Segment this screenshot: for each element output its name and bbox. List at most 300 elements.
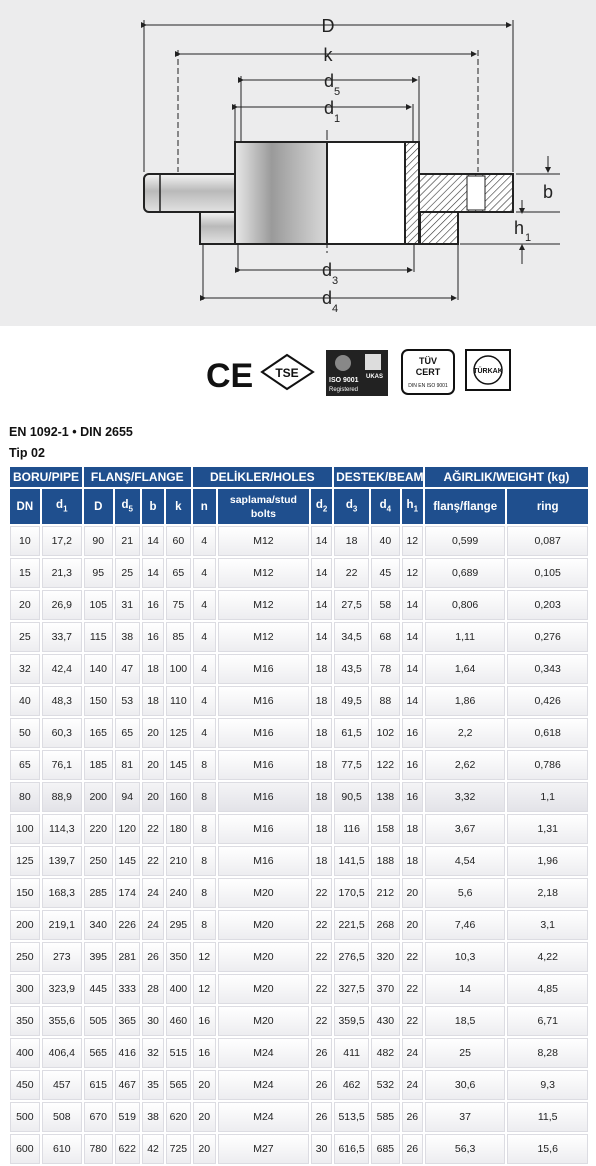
table-cell: 140: [84, 654, 113, 684]
table-cell: 35: [142, 1070, 164, 1100]
col-k: k: [166, 489, 190, 524]
table-cell: M20: [218, 942, 309, 972]
table-cell: 1,64: [425, 654, 506, 684]
table-cell: 400: [166, 974, 190, 1004]
table-cell: 15,6: [507, 1134, 588, 1164]
table-cell: 212: [371, 878, 400, 908]
table-cell: M12: [218, 622, 309, 652]
table-cell: 24: [402, 1038, 423, 1068]
table-cell: 16: [402, 750, 423, 780]
table-cell: 160: [166, 782, 190, 812]
table-cell: 411: [334, 1038, 369, 1068]
table-cell: 508: [42, 1102, 82, 1132]
table-cell: 24: [142, 910, 164, 940]
table-cell: 300: [10, 974, 40, 1004]
table-cell: 416: [115, 1038, 140, 1068]
table-row: [10, 590, 588, 620]
table-cell: M16: [218, 750, 309, 780]
dim-d4-sub: 4: [332, 303, 339, 315]
table-cell: 20: [193, 1134, 216, 1164]
table-cell: 88: [371, 686, 400, 716]
table-cell: 240: [166, 878, 190, 908]
table-cell: M20: [218, 910, 309, 940]
table-cell: 21: [115, 526, 140, 556]
table-cell: 370: [371, 974, 400, 1004]
table-cell: 20: [193, 1102, 216, 1132]
dim-k-label: k: [323, 45, 333, 65]
table-cell: 26: [311, 1102, 332, 1132]
table-cell: 22: [311, 910, 332, 940]
table-row: [10, 1134, 588, 1164]
table-cell: 68: [371, 622, 400, 652]
table-cell: 350: [166, 942, 190, 972]
table-cell: 76,1: [42, 750, 82, 780]
col-d1: $d_1$: [42, 489, 82, 524]
table-cell: 12: [402, 558, 423, 588]
table-cell: 16: [193, 1038, 216, 1068]
column-header-row: [10, 489, 588, 524]
table-cell: 220: [84, 814, 113, 844]
table-cell: 616,5: [334, 1134, 369, 1164]
table-cell: M24: [218, 1070, 309, 1100]
table-cell: 30,6: [425, 1070, 506, 1100]
group-header-row: [10, 467, 588, 487]
table-cell: 725: [166, 1134, 190, 1164]
table-cell: 519: [115, 1102, 140, 1132]
table-cell: 12: [402, 526, 423, 556]
table-cell: 457: [42, 1070, 82, 1100]
table-cell: 65: [115, 718, 140, 748]
table-cell: 26: [402, 1134, 423, 1164]
tuv-mid: CERT: [415, 367, 441, 377]
ukas-text: UKAS: [366, 374, 384, 380]
table-cell: 323,9: [42, 974, 82, 1004]
table-cell: 780: [84, 1134, 113, 1164]
table-cell: 685: [371, 1134, 400, 1164]
table-cell: 115: [84, 622, 113, 652]
table-row: [10, 558, 588, 588]
table-cell: 3,67: [425, 814, 506, 844]
table-cell: 20: [142, 750, 164, 780]
iso-line2: Registered: [329, 387, 359, 393]
table-cell: 26: [311, 1070, 332, 1100]
table-row: [10, 878, 588, 908]
table-cell: 90,5: [334, 782, 369, 812]
table-cell: 273: [42, 942, 82, 972]
table-cell: 467: [115, 1070, 140, 1100]
table-cell: 75: [166, 590, 190, 620]
dim-d1-label: d: [324, 98, 335, 118]
table-cell: 125: [10, 846, 40, 876]
table-cell: 90: [84, 526, 113, 556]
ce-mark: CE: [206, 357, 254, 395]
table-cell: M20: [218, 878, 309, 908]
dim-h1-label: h: [514, 218, 525, 238]
table-cell: 18: [142, 654, 164, 684]
table-cell: 125: [166, 718, 190, 748]
table-cell: 268: [371, 910, 400, 940]
table-cell: 32: [142, 1038, 164, 1068]
table-cell: 585: [371, 1102, 400, 1132]
table-cell: 12: [193, 974, 216, 1004]
table-cell: M24: [218, 1038, 309, 1068]
table-cell: 100: [10, 814, 40, 844]
table-cell: 22: [402, 942, 423, 972]
table-cell: 327,5: [334, 974, 369, 1004]
table-cell: M16: [218, 686, 309, 716]
table-cell: 53: [115, 686, 140, 716]
table-cell: M16: [218, 814, 309, 844]
table-cell: 22: [142, 814, 164, 844]
table-cell: 77,5: [334, 750, 369, 780]
table-cell: 14: [402, 590, 423, 620]
table-cell: M20: [218, 974, 309, 1004]
table-cell: 1,31: [507, 814, 588, 844]
table-cell: 22: [311, 942, 332, 972]
table-cell: 4,85: [507, 974, 588, 1004]
table-cell: 158: [371, 814, 400, 844]
table-row: [10, 814, 588, 844]
dim-h1-sub: 1: [525, 232, 532, 244]
table-cell: 24: [142, 878, 164, 908]
table-cell: 31: [115, 590, 140, 620]
table-cell: 38: [142, 1102, 164, 1132]
table-cell: 8: [193, 846, 216, 876]
table-cell: 400: [10, 1038, 40, 1068]
table-cell: 180: [166, 814, 190, 844]
table-cell: 8: [193, 878, 216, 908]
table-cell: 365: [115, 1006, 140, 1036]
dim-d5-label: d: [324, 71, 335, 91]
table-cell: 43,5: [334, 654, 369, 684]
table-cell: 120: [115, 814, 140, 844]
table-cell: 11,5: [507, 1102, 588, 1132]
table-body: [10, 526, 588, 1164]
table-cell: 565: [166, 1070, 190, 1100]
table-cell: 16: [142, 590, 164, 620]
table-cell: 8: [193, 910, 216, 940]
table-cell: 16: [402, 718, 423, 748]
table-cell: 14: [142, 558, 164, 588]
col-h1: $h_1$: [402, 489, 423, 524]
table-cell: 122: [371, 750, 400, 780]
table-cell: 14: [142, 526, 164, 556]
table-cell: 4,54: [425, 846, 506, 876]
table-cell: 30: [311, 1134, 332, 1164]
certification-logos-svg: [198, 346, 519, 408]
table-cell: 0,689: [425, 558, 506, 588]
table-cell: 12: [193, 942, 216, 972]
flange-dimensions-table: [8, 465, 590, 1166]
table-cell: 65: [10, 750, 40, 780]
table-cell: 20: [142, 782, 164, 812]
table-cell: 0,426: [507, 686, 588, 716]
table-cell: 505: [84, 1006, 113, 1036]
table-cell: 105: [84, 590, 113, 620]
table-cell: 4: [193, 718, 216, 748]
table-cell: 22: [142, 846, 164, 876]
table-cell: 515: [166, 1038, 190, 1068]
dim-d3-sub: 3: [332, 275, 339, 287]
table-cell: 14: [311, 558, 332, 588]
table-cell: 33,7: [42, 622, 82, 652]
table-cell: 78: [371, 654, 400, 684]
iso-logo-circle: [335, 355, 351, 371]
table-cell: 20: [193, 1070, 216, 1100]
table-cell: 1,96: [507, 846, 588, 876]
table-cell: 620: [166, 1102, 190, 1132]
table-cell: 622: [115, 1134, 140, 1164]
table-cell: M16: [218, 654, 309, 684]
table-row: [10, 686, 588, 716]
table-cell: 47: [115, 654, 140, 684]
table-cell: 4: [193, 526, 216, 556]
table-cell: 600: [10, 1134, 40, 1164]
table-cell: 0,618: [507, 718, 588, 748]
table-cell: 0,203: [507, 590, 588, 620]
table-cell: 250: [10, 942, 40, 972]
table-cell: 333: [115, 974, 140, 1004]
table-cell: 27,5: [334, 590, 369, 620]
table-cell: 4: [193, 654, 216, 684]
table-cell: 94: [115, 782, 140, 812]
table-cell: 9,3: [507, 1070, 588, 1100]
table-cell: 21,3: [42, 558, 82, 588]
table-cell: 49,5: [334, 686, 369, 716]
table-cell: 60,3: [42, 718, 82, 748]
iso-line1: ISO 9001: [329, 377, 359, 384]
col-dn: DN: [10, 489, 40, 524]
table-cell: 430: [371, 1006, 400, 1036]
table-cell: 14: [402, 654, 423, 684]
table-cell: 25: [425, 1038, 506, 1068]
table-cell: 14: [311, 590, 332, 620]
table-cell: 38: [115, 622, 140, 652]
table-row: [10, 718, 588, 748]
table-cell: 185: [84, 750, 113, 780]
table-cell: 4,22: [507, 942, 588, 972]
table-cell: 221,5: [334, 910, 369, 940]
table-cell: 56,3: [425, 1134, 506, 1164]
table-cell: 165: [84, 718, 113, 748]
standard-heading: EN 1092-1 • DIN 2655: [9, 425, 133, 439]
table-cell: 102: [371, 718, 400, 748]
table-cell: 150: [84, 686, 113, 716]
table-cell: 16: [193, 1006, 216, 1036]
table-row: [10, 750, 588, 780]
table-cell: 26: [311, 1038, 332, 1068]
table-cell: 22: [311, 1006, 332, 1036]
table-cell: 42: [142, 1134, 164, 1164]
table-cell: 18: [311, 654, 332, 684]
table-cell: 285: [84, 878, 113, 908]
table-cell: 188: [371, 846, 400, 876]
table-cell: 2,2: [425, 718, 506, 748]
table-cell: 114,3: [42, 814, 82, 844]
table-cell: 138: [371, 782, 400, 812]
table-row: [10, 782, 588, 812]
certification-logos: [198, 346, 519, 408]
table-cell: 40: [10, 686, 40, 716]
table-cell: 24: [402, 1070, 423, 1100]
dim-b-label: b: [543, 182, 554, 202]
table-cell: 5,6: [425, 878, 506, 908]
table-cell: 25: [115, 558, 140, 588]
table-cell: M12: [218, 526, 309, 556]
table-cell: 48,3: [42, 686, 82, 716]
table-cell: 340: [84, 910, 113, 940]
table-cell: 1,11: [425, 622, 506, 652]
table-cell: 45: [371, 558, 400, 588]
table-cell: 4: [193, 686, 216, 716]
table-cell: M16: [218, 718, 309, 748]
table-cell: 565: [84, 1038, 113, 1068]
table-cell: 139,7: [42, 846, 82, 876]
table-cell: 168,3: [42, 878, 82, 908]
table-cell: 10,3: [425, 942, 506, 972]
table-cell: 30: [142, 1006, 164, 1036]
table-row: [10, 1102, 588, 1132]
table-cell: 61,5: [334, 718, 369, 748]
table-cell: 6,71: [507, 1006, 588, 1036]
table-cell: 141,5: [334, 846, 369, 876]
table-cell: 26: [402, 1102, 423, 1132]
table-row: [10, 846, 588, 876]
table-row: [10, 910, 588, 940]
table-cell: 16: [142, 622, 164, 652]
table-cell: 20: [10, 590, 40, 620]
table-cell: M27: [218, 1134, 309, 1164]
table-cell: 2,18: [507, 878, 588, 908]
dim-d4-label: d: [322, 288, 333, 308]
table-cell: 18: [311, 686, 332, 716]
table-row: [10, 526, 588, 556]
table-cell: 58: [371, 590, 400, 620]
table-cell: 42,4: [42, 654, 82, 684]
table-cell: 80: [10, 782, 40, 812]
group-beam: DESTEK/BEAM: [334, 467, 423, 487]
table-cell: 25: [10, 622, 40, 652]
table-cell: 18: [311, 750, 332, 780]
table-cell: 14: [402, 686, 423, 716]
group-pipe: BORU/PIPE: [10, 467, 82, 487]
table-cell: 0,087: [507, 526, 588, 556]
table-cell: 65: [166, 558, 190, 588]
table-cell: 174: [115, 878, 140, 908]
table-cell: 18: [402, 846, 423, 876]
col-d3: $d_3$: [334, 489, 369, 524]
table-cell: 28: [142, 974, 164, 1004]
table-cell: 210: [166, 846, 190, 876]
col-bolts: saplama/stud bolts: [218, 489, 309, 524]
col-d4: $d_4$: [371, 489, 400, 524]
table-cell: 8,28: [507, 1038, 588, 1068]
table-cell: 18: [142, 686, 164, 716]
dim-d5-sub: 5: [334, 86, 341, 98]
table-cell: 226: [115, 910, 140, 940]
table-cell: M16: [218, 846, 309, 876]
table-cell: 532: [371, 1070, 400, 1100]
table-cell: 18: [334, 526, 369, 556]
tuv-top: TÜV: [419, 356, 437, 366]
table-cell: 250: [84, 846, 113, 876]
flange-drawing-svg: [0, 0, 596, 326]
table-cell: 37: [425, 1102, 506, 1132]
dim-d3-label: d: [322, 260, 333, 280]
table-cell: 18: [311, 814, 332, 844]
table-cell: 1,86: [425, 686, 506, 716]
table-cell: 22: [402, 974, 423, 1004]
table-cell: 610: [42, 1134, 82, 1164]
table-cell: 281: [115, 942, 140, 972]
group-weight: AĞIRLIK/WEIGHT (kg): [425, 467, 588, 487]
ukas-logo-box: [365, 354, 381, 370]
table-cell: 0,806: [425, 590, 506, 620]
table-cell: 81: [115, 750, 140, 780]
table-cell: 14: [402, 622, 423, 652]
table-cell: 17,2: [42, 526, 82, 556]
col-d2: $d_2$: [311, 489, 332, 524]
group-holes: DELİKLER/HOLES: [193, 467, 333, 487]
table-cell: 14: [311, 622, 332, 652]
table-cell: 513,5: [334, 1102, 369, 1132]
table-cell: 95: [84, 558, 113, 588]
table-row: [10, 622, 588, 652]
table-cell: 7,46: [425, 910, 506, 940]
table-cell: 22: [334, 558, 369, 588]
table-cell: M16: [218, 782, 309, 812]
table-cell: 22: [311, 878, 332, 908]
table-cell: 10: [10, 526, 40, 556]
table-cell: 0,599: [425, 526, 506, 556]
table-cell: 200: [84, 782, 113, 812]
table-row: [10, 654, 588, 684]
table-cell: 34,5: [334, 622, 369, 652]
table-cell: 88,9: [42, 782, 82, 812]
table-cell: 500: [10, 1102, 40, 1132]
table-cell: 26: [142, 942, 164, 972]
table-cell: 18: [311, 718, 332, 748]
table-cell: 170,5: [334, 878, 369, 908]
table-cell: 406,4: [42, 1038, 82, 1068]
table-cell: 18,5: [425, 1006, 506, 1036]
table-cell: 15: [10, 558, 40, 588]
table-cell: M24: [218, 1102, 309, 1132]
table-cell: 3,32: [425, 782, 506, 812]
table-cell: M20: [218, 1006, 309, 1036]
table-cell: 359,5: [334, 1006, 369, 1036]
table-cell: 18: [311, 846, 332, 876]
table-cell: 60: [166, 526, 190, 556]
table-cell: 450: [10, 1070, 40, 1100]
col-flange-weight: flanş/flange: [425, 489, 506, 524]
table-cell: 145: [115, 846, 140, 876]
table-cell: 8: [193, 782, 216, 812]
type-heading: Tip 02: [9, 446, 45, 460]
table-cell: 350: [10, 1006, 40, 1036]
table-cell: 14: [425, 974, 506, 1004]
table-cell: 14: [311, 526, 332, 556]
table-cell: 4: [193, 558, 216, 588]
table-cell: 200: [10, 910, 40, 940]
table-cell: 110: [166, 686, 190, 716]
table-row: [10, 1038, 588, 1068]
group-flange: FLANŞ/FLANGE: [84, 467, 191, 487]
table-cell: 670: [84, 1102, 113, 1132]
table-cell: 219,1: [42, 910, 82, 940]
col-b: b: [142, 489, 164, 524]
table-cell: 0,343: [507, 654, 588, 684]
